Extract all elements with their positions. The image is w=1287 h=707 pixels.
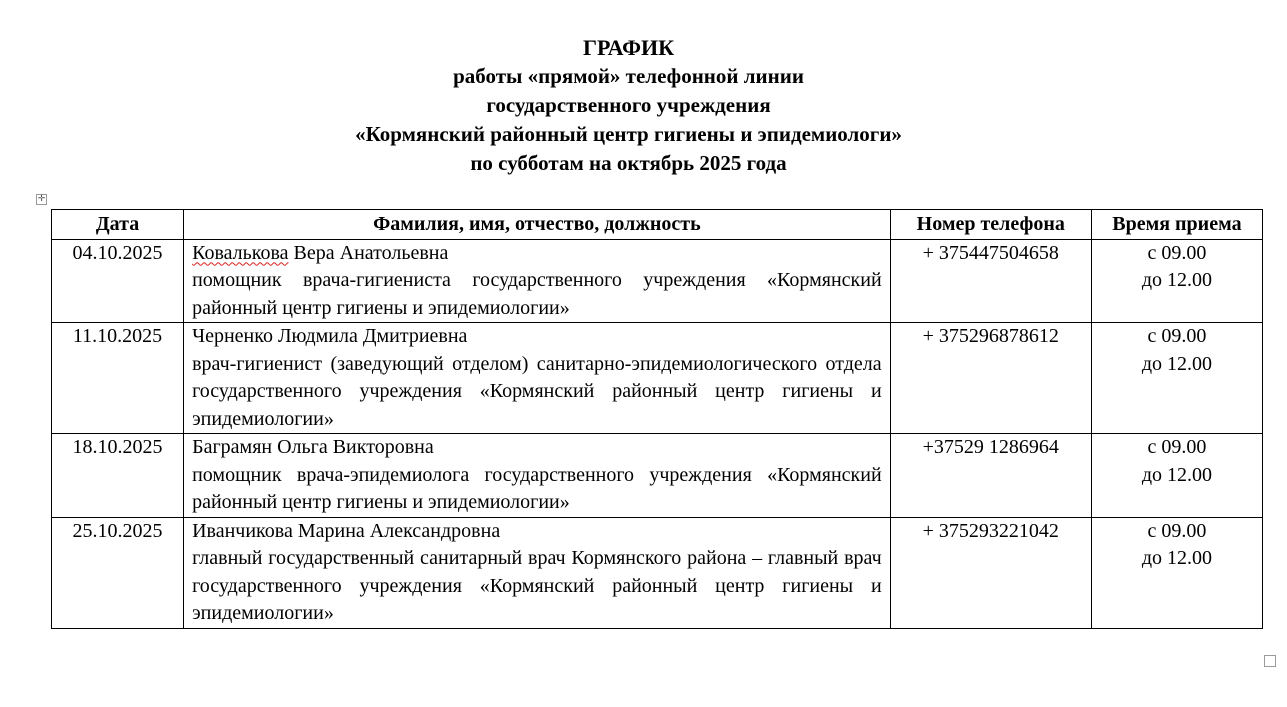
name-cell: [184, 517, 891, 628]
time-from: с 09.00: [1147, 241, 1207, 264]
person-surname: Баграмян: [192, 436, 273, 458]
time-from: с 09.00: [1147, 436, 1207, 458]
table-header-row: [52, 210, 1263, 240]
person-surname: Черненко: [192, 325, 273, 347]
time-from: с 09.00: [1147, 325, 1207, 347]
person-position: помощник врача-гигиениста государственного учреждения «Кормянский районный центр гигиены и эпидемиологии»: [192, 269, 882, 319]
title-line-4: по субботам на октябрь 2025 года: [470, 151, 787, 175]
person-given-names: Марина Александровна: [292, 519, 501, 542]
name-cell: [184, 434, 891, 518]
title-line-1: работы «прямой» телефонной линии: [453, 64, 804, 88]
person-given-names: Ольга Викторовна: [272, 436, 434, 458]
table-row: [52, 434, 1263, 518]
phone-cell: + 375447504658: [890, 239, 1091, 323]
person-name: [192, 240, 882, 268]
person-surname: Иванчикова: [192, 519, 293, 542]
time-cell: [1091, 434, 1262, 518]
table-row: [52, 239, 1263, 323]
person-name: [192, 518, 882, 546]
time-to: до 12.00: [1141, 352, 1212, 375]
time-from: с 09.00: [1147, 519, 1207, 542]
table-row: [52, 323, 1263, 434]
time-cell: [1091, 323, 1262, 434]
person-position: помощник врача-эпидемиолога государственного учреждения «Кормянский районный центр гигиены и эпидемиологии»: [192, 463, 882, 513]
time-to: до 12.00: [1141, 269, 1212, 291]
person-surname: Ковалькова: [192, 241, 289, 264]
date-cell: 11.10.2025: [52, 323, 184, 434]
person-position: врач-гигиенист (заведующий отделом) санитарно-эпидемиологического отдела государственного учреждения «Кормянский районный центр гигиены и эпидемиологии»: [192, 352, 882, 430]
person-given-names: Вера Анатольевна: [288, 241, 449, 264]
table-row: [52, 517, 1263, 628]
move-cross-icon[interactable]: ✛: [37, 194, 46, 204]
name-cell: [184, 323, 891, 434]
date-cell: 25.10.2025: [52, 517, 184, 628]
name-cell: [184, 239, 891, 323]
date-cell: 04.10.2025: [52, 239, 184, 323]
person-given-names: Людмила Дмитриевна: [272, 325, 468, 347]
column-header-date: Дата: [52, 210, 184, 240]
column-header-time: Время приема: [1091, 210, 1262, 240]
date-cell: 18.10.2025: [52, 434, 184, 518]
person-position: главный государственный санитарный врач Кормянского района – главный врач государственного учреждения «Кормянский районный центр гигиены и эпидемиологии»: [192, 547, 882, 624]
phone-cell: + 375296878612: [890, 323, 1091, 434]
column-header-name: Фамилия, имя, отчество, должность: [184, 210, 891, 240]
title-line-2: государственного учреждения: [486, 93, 771, 117]
title-line-3: «Кормянский районный центр гигиены и эпидемиологи»: [355, 122, 902, 146]
time-to: до 12.00: [1141, 547, 1212, 569]
schedule-table: [51, 209, 1263, 629]
phone-cell: +37529 1286964: [890, 434, 1091, 518]
person-name: [192, 323, 882, 351]
time-cell: [1091, 517, 1262, 628]
time-to: до 12.00: [1141, 463, 1212, 486]
resize-square-icon[interactable]: [1264, 655, 1276, 667]
person-name: [192, 434, 882, 462]
time-cell: [1091, 239, 1262, 323]
column-header-phone: Номер телефона: [890, 210, 1091, 240]
phone-cell: + 375293221042: [890, 517, 1091, 628]
document-title: ГРАФИК: [582, 35, 675, 60]
document-title-block: [0, 33, 1257, 178]
